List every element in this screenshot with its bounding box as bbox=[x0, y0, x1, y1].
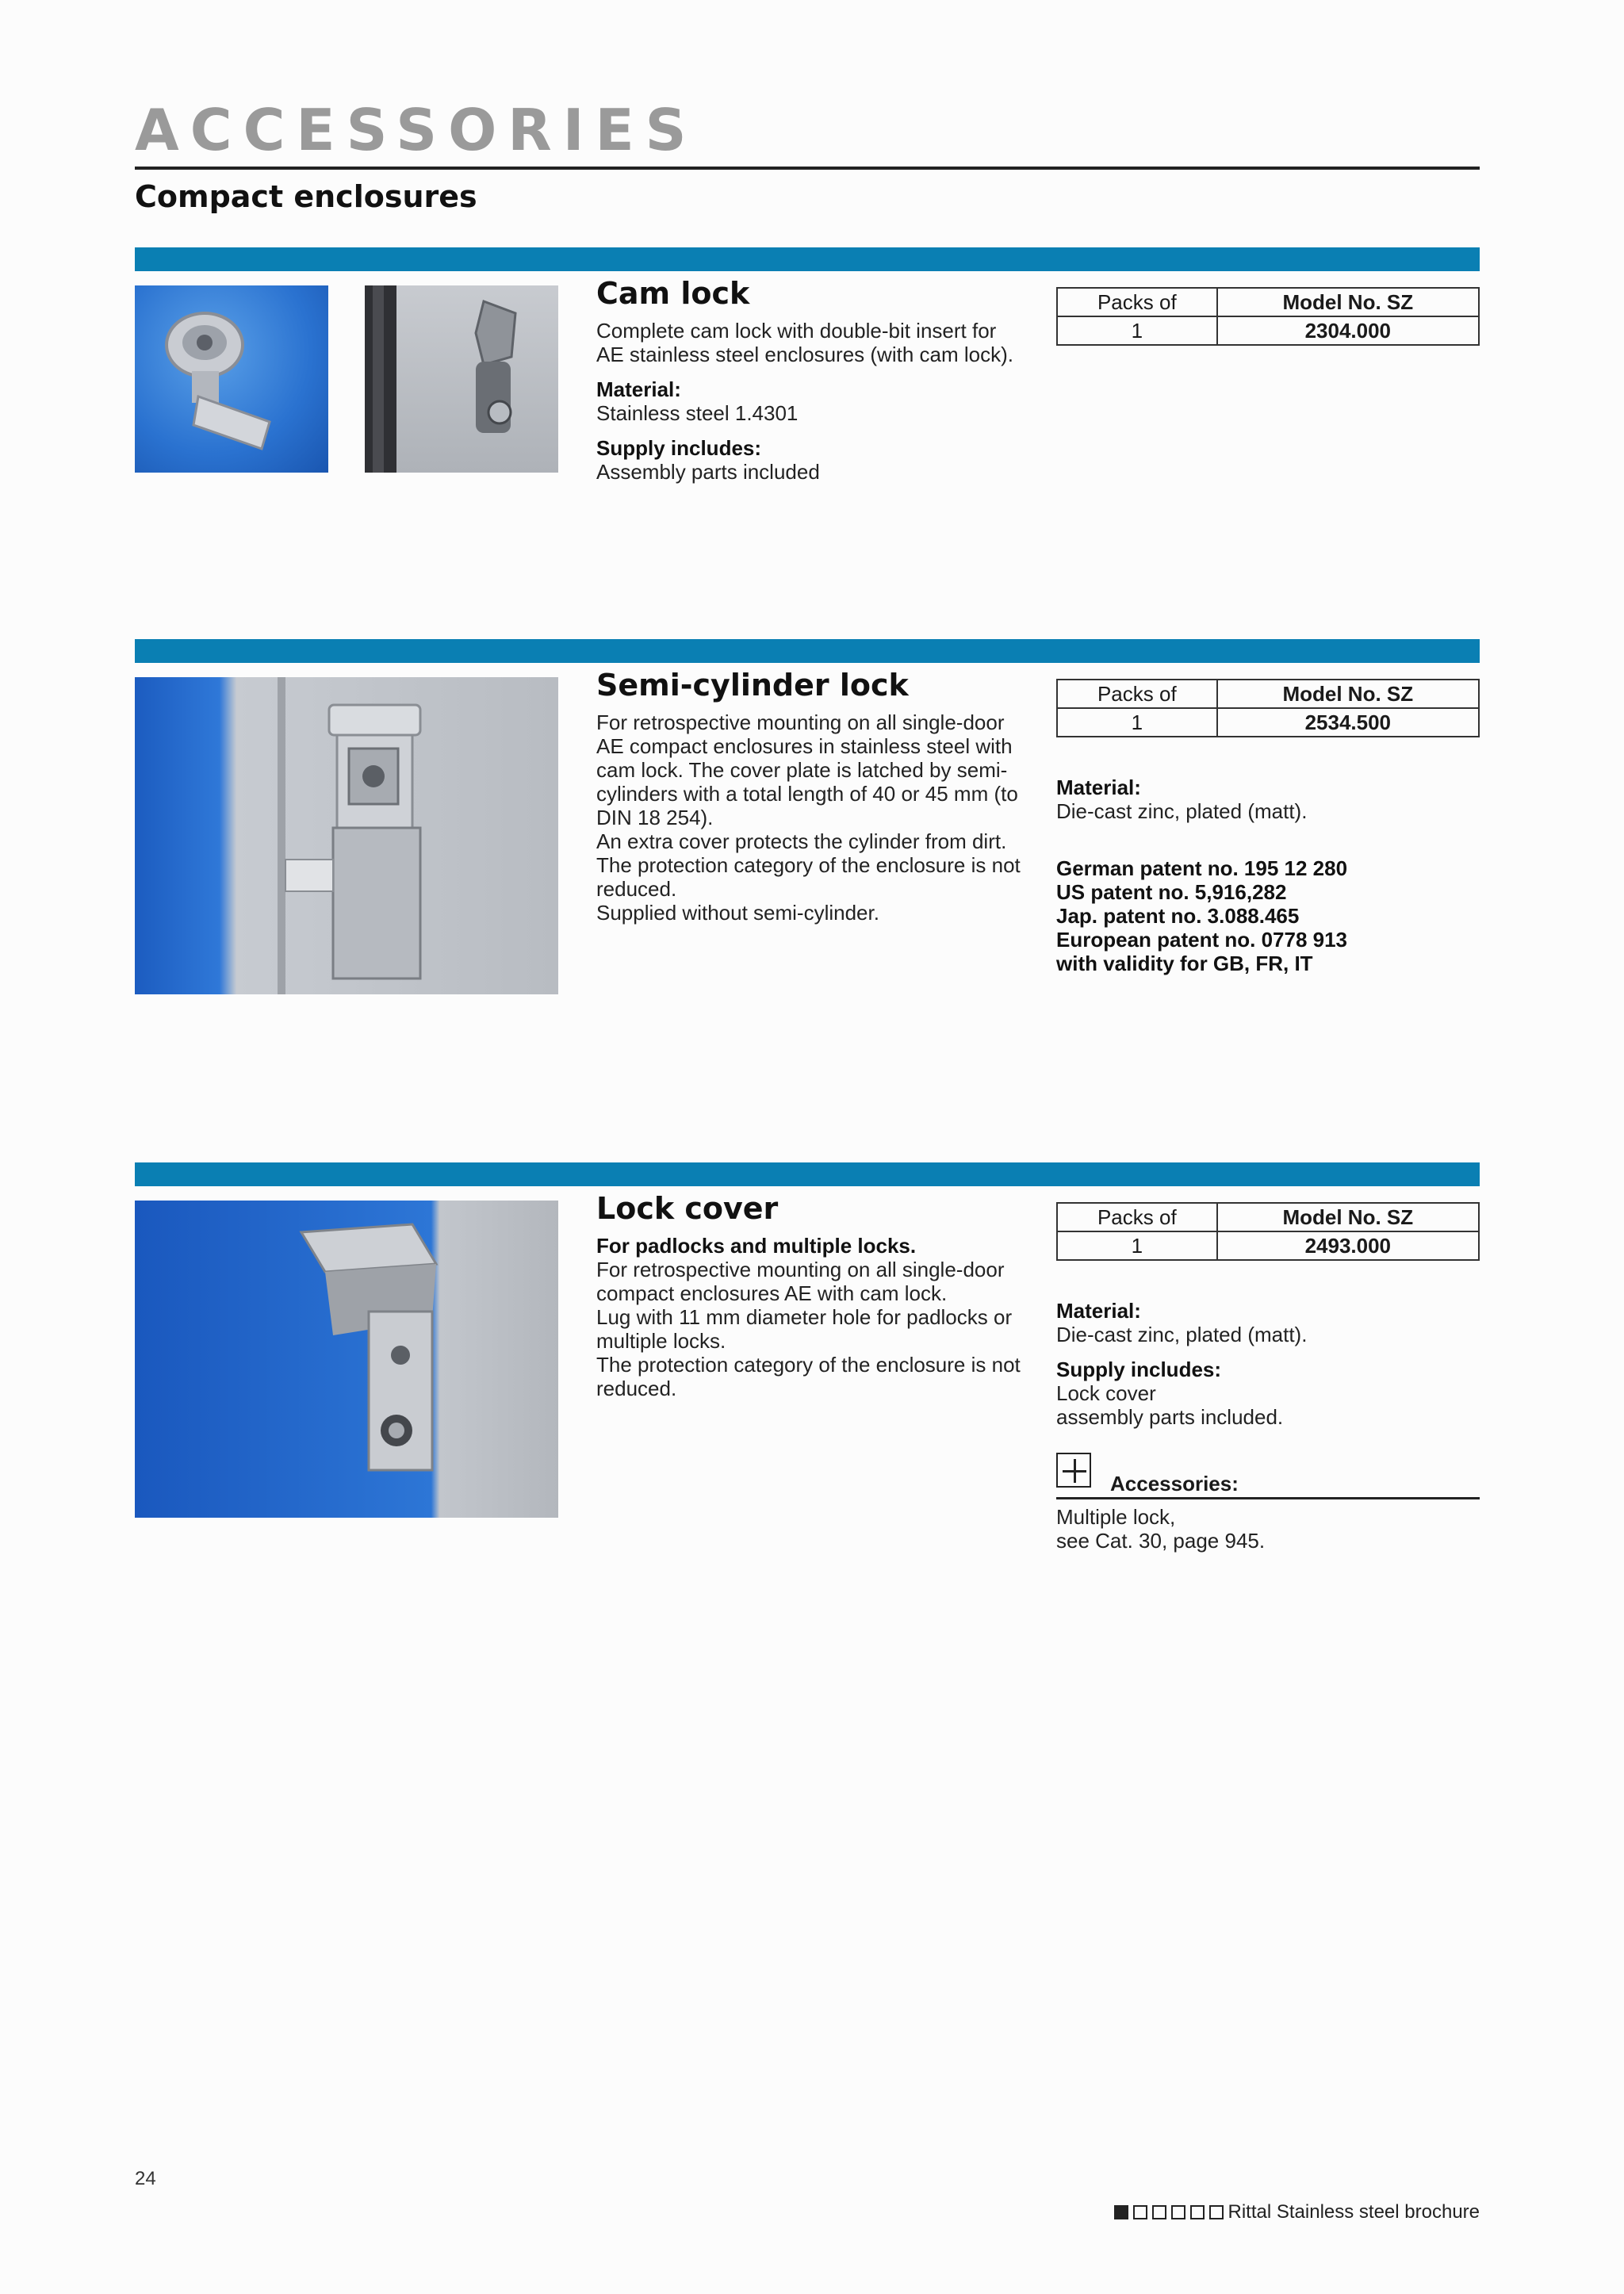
accessory-line: Multiple lock, bbox=[1056, 1505, 1176, 1529]
product-title: Lock cover bbox=[596, 1191, 779, 1226]
model-table bbox=[1056, 679, 1480, 737]
material-value: Die-cast zinc, plated (matt). bbox=[1056, 1323, 1308, 1346]
patent-line: US patent no. 5,916,282 bbox=[1056, 880, 1287, 904]
section-band bbox=[135, 247, 1480, 271]
model-header: Model No. SZ bbox=[1217, 288, 1479, 316]
cam-lock-mounted-photo bbox=[365, 285, 558, 473]
supply-value: Assembly parts included bbox=[596, 460, 820, 484]
packs-value: 1 bbox=[1057, 316, 1217, 345]
material-block bbox=[1056, 776, 1480, 823]
product-title: Semi-cylinder lock bbox=[596, 668, 909, 703]
material-label: Material: bbox=[1056, 776, 1141, 799]
patent-line: with validity for GB, FR, IT bbox=[1056, 952, 1313, 975]
footer bbox=[1114, 2201, 1480, 2223]
product-title: Cam lock bbox=[596, 276, 750, 311]
section-band bbox=[135, 1162, 1480, 1186]
packs-value: 1 bbox=[1057, 708, 1217, 737]
supply-value: Lock cover bbox=[1056, 1381, 1156, 1405]
packs-header: Packs of bbox=[1057, 680, 1217, 708]
supply-value: assembly parts included. bbox=[1056, 1405, 1284, 1429]
page-marker-squares bbox=[1114, 2205, 1224, 2219]
material-value: Stainless steel 1.4301 bbox=[596, 401, 799, 425]
model-table bbox=[1056, 1202, 1480, 1261]
model-table bbox=[1056, 287, 1480, 346]
cam-lock-photo bbox=[135, 285, 328, 473]
product-description: Complete cam lock with double-bit insert for AE stainless steel enclosures (with cam lock). bbox=[596, 319, 1013, 366]
product-text bbox=[596, 710, 1025, 925]
accessories-text bbox=[1056, 1505, 1480, 1553]
model-header: Model No. SZ bbox=[1217, 1203, 1479, 1231]
accessories-rule bbox=[1056, 1497, 1480, 1499]
packs-header: Packs of bbox=[1057, 1203, 1217, 1231]
material-block bbox=[1056, 1299, 1480, 1429]
product-text bbox=[596, 1234, 1025, 1400]
lock-cover-photo bbox=[135, 1201, 558, 1518]
page-title: ACCESSORIES bbox=[135, 97, 698, 163]
material-value: Die-cast zinc, plated (matt). bbox=[1056, 799, 1308, 823]
material-label: Material: bbox=[596, 377, 681, 401]
product-description: The protection category of the enclosure is not reduced. bbox=[596, 853, 1021, 901]
section-band bbox=[135, 639, 1480, 663]
material-label: Material: bbox=[1056, 1299, 1141, 1323]
patents-block bbox=[1056, 856, 1480, 975]
supply-label: Supply includes: bbox=[596, 436, 762, 460]
product-text bbox=[596, 319, 1025, 484]
product-description: For retrospective mounting on all single-door AE compact enclosures in stainless steel with cam lock. The cover plate is latched by semi-cylinders with a total length of 40 or 45 mm (to DIN 18 254). bbox=[596, 710, 1018, 829]
supply-label: Supply includes: bbox=[1056, 1358, 1222, 1381]
product-description: Supplied without semi-cylinder. bbox=[596, 901, 879, 925]
product-description: Lug with 11 mm diameter hole for padlocks or multiple locks. bbox=[596, 1305, 1013, 1353]
title-rule bbox=[135, 167, 1480, 170]
product-description: For retrospective mounting on all single-door compact enclosures AE with cam lock. bbox=[596, 1258, 1005, 1305]
accessories-header bbox=[1056, 1453, 1480, 1497]
semi-cylinder-lock-photo bbox=[135, 677, 558, 994]
plus-icon bbox=[1056, 1453, 1091, 1488]
product-description: An extra cover protects the cylinder from dirt. bbox=[596, 829, 1007, 853]
accessory-line: see Cat. 30, page 945. bbox=[1056, 1529, 1266, 1553]
model-value: 2534.500 bbox=[1217, 708, 1479, 737]
accessories-label: Accessories: bbox=[1110, 1472, 1239, 1496]
page-number: 24 bbox=[135, 2168, 156, 2189]
product-lead: For padlocks and multiple locks. bbox=[596, 1234, 917, 1258]
packs-value: 1 bbox=[1057, 1231, 1217, 1260]
model-value: 2304.000 bbox=[1217, 316, 1479, 345]
patent-line: European patent no. 0778 913 bbox=[1056, 928, 1348, 952]
patent-line: German patent no. 195 12 280 bbox=[1056, 856, 1348, 880]
page-subtitle: Compact enclosures bbox=[135, 179, 477, 214]
packs-header: Packs of bbox=[1057, 288, 1217, 316]
model-value: 2493.000 bbox=[1217, 1231, 1479, 1260]
brochure-name: Rittal Stainless steel brochure bbox=[1228, 2201, 1480, 2223]
model-header: Model No. SZ bbox=[1217, 680, 1479, 708]
product-description: The protection category of the enclosure is not reduced. bbox=[596, 1353, 1021, 1400]
patent-line: Jap. patent no. 3.088.465 bbox=[1056, 904, 1300, 928]
